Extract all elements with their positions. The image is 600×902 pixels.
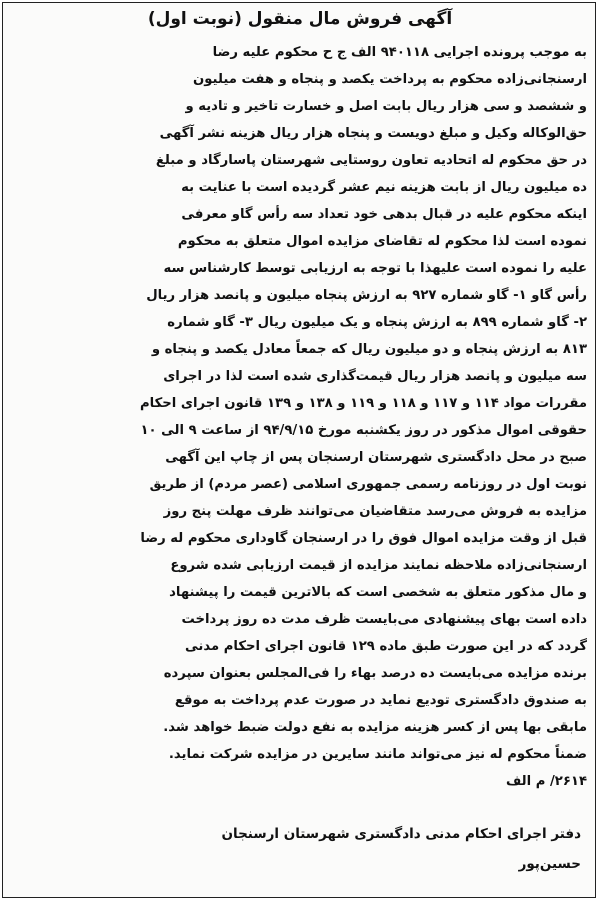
ad-line: سه میلیون و پانصد هزار ریال قیمت‌گذاری شده است لذا در اجرای: [163, 369, 587, 384]
issuing-office: دفتر اجرای احکام مدنی دادگستری شهرستان ارسنجان: [221, 826, 581, 842]
ad-line: ۲- گاو شماره ۸۹۹ به ارزش پنجاه و یک میلیون ریال ۳- گاو شماره: [167, 315, 587, 330]
ad-line: نموده است لذا محکوم له تقاضای مزایده اموال متعلق به محکوم: [177, 234, 587, 249]
ad-line: ده میلیون ریال از بابت هزینه نیم عشر گردیده است با عنایت به: [181, 180, 587, 195]
ad-line: رأس گاو ۱- گاو شماره ۹۲۷ به ارزش پنجاه میلیون و پانصد هزار ریال: [146, 288, 587, 303]
ad-line: گردد که در این صورت طبق ماده ۱۲۹ قانون اجرای احکام مدنی: [185, 639, 587, 654]
ad-body: [11, 39, 587, 795]
ad-title: آگهی فروش مال منقول (نوبت اول): [147, 9, 453, 29]
ad-line: ضمناً محکوم له نیز می‌تواند مانند سایرین در مزایده شرکت نماید.: [168, 747, 587, 762]
signer-name: حسین‌پور: [518, 856, 581, 872]
ad-line: صبح در محل دادگستری شهرستان ارسنجان پس از چاپ این آگهی: [165, 450, 587, 465]
ad-line: مزایده به فروش می‌رسد متقاضیان می‌توانند ظرف مهلت پنج روز: [163, 504, 587, 519]
ad-line: حقوقی اموال مذکور در روز یکشنبه مورخ ۹۴/۹/۱۵ از ساعت ۹ الی ۱۰: [140, 423, 587, 438]
ad-line: مابقی بها پس از کسر هزینه مزایده به نفع دولت ضبط خواهد شد.: [163, 720, 587, 735]
ad-line: برنده مزایده می‌بایست ده درصد بهاء را فی‌المجلس بعنوان سپرده: [163, 666, 587, 681]
ad-line: و ششصد و سی هزار ریال بابت اصل و خسارت تاخیر و تادیه و: [185, 99, 587, 114]
ad-footer: [21, 819, 581, 879]
ad-line: اینکه محکوم علیه در قبال بدهی خود تعداد سه رأس گاو معرفی: [181, 207, 587, 222]
ad-reference-number: ۲۶۱۴/ م الف: [505, 774, 587, 789]
ad-line: ۸۱۳ به ارزش پنجاه و دو میلیون ریال که جمعاً معادل یکصد و پنجاه و: [151, 342, 587, 357]
ad-line: و مال مذکور متعلق به شخصی است که بالاترین قیمت را پیشنهاد: [169, 585, 587, 600]
ad-line: نوبت اول در روزنامه رسمی جمهوری اسلامی (عصر مردم) از طریق: [149, 477, 587, 492]
ad-line: مقررات مواد ۱۱۴ و ۱۱۷ و ۱۱۸ و ۱۱۹ و ۱۳۸ و ۱۳۹ قانون اجرای احکام: [139, 396, 587, 411]
ad-line: ارسنجانی‌زاده محکوم به پرداخت یکصد و پنجاه و هفت میلیون: [193, 72, 587, 87]
ad-line: ارسنجانی‌زاده ملاحظه نمایند مزایده از قیمت ارزیابی شده شروع: [170, 558, 587, 573]
ad-line: به صندوق دادگستری تودیع نماید در صورت عدم پرداخت به موقع: [174, 693, 587, 708]
ad-line: داده است بهای پیشنهادی می‌بایست ظرف مدت ده روز پرداخت: [181, 612, 587, 627]
ad-line: در حق محکوم له اتحادیه تعاون روستایی شهرستان پاسارگاد و مبلغ: [155, 153, 587, 168]
ad-line: قبل از وقت مزایده اموال فوق را در ارسنجان گاوداری محکوم له رضا: [140, 531, 587, 546]
ad-line: علیه را نموده است علیهذا با توجه به ارزیابی توسط کارشناس سه: [163, 261, 587, 276]
ad-line: به موجب پرونده اجرایی ۹۴۰۱۱۸ الف ج ح محکوم علیه رضا: [212, 45, 587, 60]
advertisement-frame: [2, 2, 596, 898]
ad-line: حق‌الوکاله وکیل و مبلغ دویست و پنجاه هزار ریال هزینه نشر آگهی: [159, 126, 587, 141]
